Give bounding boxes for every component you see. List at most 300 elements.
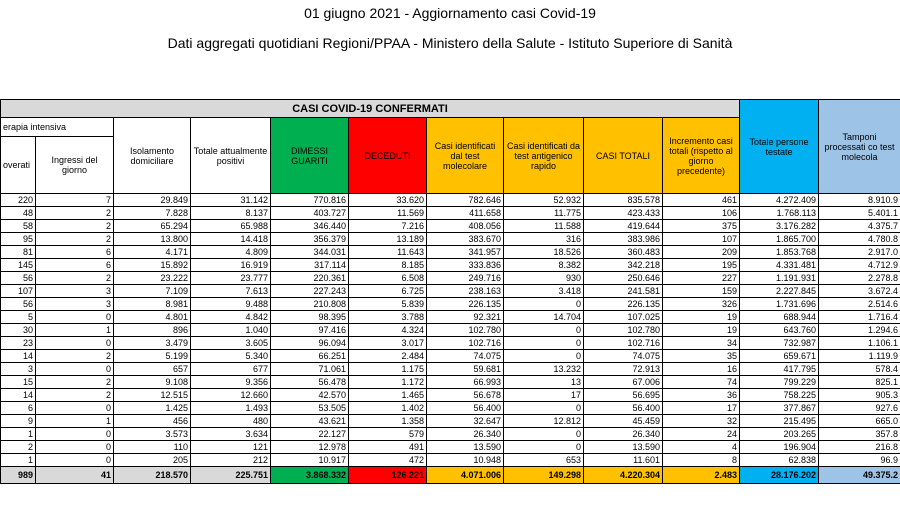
cell-dimessi-guariti: 71.061 bbox=[271, 363, 349, 376]
cell-dimessi-guariti: 770.816 bbox=[271, 194, 349, 207]
cell-incremento: 34 bbox=[663, 337, 740, 350]
cell-casi-molecolare: 59.681 bbox=[427, 363, 504, 376]
cell-isolamento: 7.109 bbox=[114, 285, 191, 298]
cell-dimessi-guariti: 317.114 bbox=[271, 259, 349, 272]
cell-casi-antigenico: 11.775 bbox=[504, 207, 584, 220]
cell-dimessi-guariti: 10.917 bbox=[271, 454, 349, 467]
cell-deceduti: 8.185 bbox=[349, 259, 427, 272]
table-row bbox=[1, 220, 900, 233]
cell-isolamento: 3.573 bbox=[114, 428, 191, 441]
cell-casi-totali: 56.695 bbox=[584, 389, 663, 402]
total-incremento: 2.483 bbox=[663, 467, 740, 484]
cell-totale-testate: 643.760 bbox=[740, 324, 819, 337]
cell-ingressi: 0 bbox=[36, 454, 114, 467]
cell-dimessi-guariti: 227.243 bbox=[271, 285, 349, 298]
cell-deceduti: 11.643 bbox=[349, 246, 427, 259]
cell-tamponi: 8.910.9 bbox=[819, 194, 900, 207]
table-row bbox=[1, 363, 900, 376]
cell-totale-testate: 1.853.768 bbox=[740, 246, 819, 259]
cell-casi-molecolare: 782.646 bbox=[427, 194, 504, 207]
cell-totale-positivi: 16.919 bbox=[191, 259, 271, 272]
table-row bbox=[1, 207, 900, 220]
table-row bbox=[1, 337, 900, 350]
cell-dimessi-guariti: 97.416 bbox=[271, 324, 349, 337]
cell-casi-antigenico: 18.526 bbox=[504, 246, 584, 259]
cell-dimessi-guariti: 220.361 bbox=[271, 272, 349, 285]
header-ricoverati: overati bbox=[1, 137, 36, 194]
cell-ingressi: 2 bbox=[36, 389, 114, 402]
cell-casi-molecolare: 74.075 bbox=[427, 350, 504, 363]
cell-incremento: 107 bbox=[663, 233, 740, 246]
cell-deceduti: 6.508 bbox=[349, 272, 427, 285]
header-terapia-intensiva: erapia intensiva bbox=[1, 118, 114, 137]
cell-casi-totali: 360.483 bbox=[584, 246, 663, 259]
cell-casi-antigenico: 8.382 bbox=[504, 259, 584, 272]
cell-casi-antigenico: 0 bbox=[504, 298, 584, 311]
cell-dimessi-guariti: 356.379 bbox=[271, 233, 349, 246]
cell-isolamento: 657 bbox=[114, 363, 191, 376]
cell-ricoverati: 30 bbox=[1, 324, 36, 337]
cell-totale-positivi: 12.660 bbox=[191, 389, 271, 402]
header-tamponi: Tamponi processati co test molecola bbox=[819, 100, 900, 194]
cell-dimessi-guariti: 66.251 bbox=[271, 350, 349, 363]
cell-ingressi: 6 bbox=[36, 259, 114, 272]
cell-incremento: 36 bbox=[663, 389, 740, 402]
cell-casi-molecolare: 249.716 bbox=[427, 272, 504, 285]
cell-totale-positivi: 212 bbox=[191, 454, 271, 467]
cell-deceduti: 3.788 bbox=[349, 311, 427, 324]
cell-incremento: 24 bbox=[663, 428, 740, 441]
cell-dimessi-guariti: 56.478 bbox=[271, 376, 349, 389]
cell-ricoverati: 2 bbox=[1, 441, 36, 454]
cell-tamponi: 1.294.6 bbox=[819, 324, 900, 337]
table-row bbox=[1, 298, 900, 311]
cell-tamponi: 4.375.7 bbox=[819, 220, 900, 233]
header-isolamento: Isolamento domiciliare bbox=[114, 118, 191, 194]
cell-ricoverati: 81 bbox=[1, 246, 36, 259]
cell-ingressi: 3 bbox=[36, 298, 114, 311]
cell-deceduti: 1.465 bbox=[349, 389, 427, 402]
cell-totale-testate: 799.229 bbox=[740, 376, 819, 389]
total-isolamento: 218.570 bbox=[114, 467, 191, 484]
cell-casi-antigenico: 930 bbox=[504, 272, 584, 285]
cell-isolamento: 15.892 bbox=[114, 259, 191, 272]
cell-totale-positivi: 480 bbox=[191, 415, 271, 428]
header-dimessi-guariti: DIMESSI GUARITI bbox=[271, 118, 349, 194]
cell-casi-totali: 72.913 bbox=[584, 363, 663, 376]
cell-tamponi: 825.1 bbox=[819, 376, 900, 389]
cell-casi-antigenico: 653 bbox=[504, 454, 584, 467]
cell-totale-testate: 4.272.409 bbox=[740, 194, 819, 207]
header-casi-molecolare: Casi identificati dal test molecolare bbox=[427, 118, 504, 194]
cell-casi-molecolare: 32.647 bbox=[427, 415, 504, 428]
cell-casi-totali: 419.644 bbox=[584, 220, 663, 233]
cell-totale-positivi: 4.842 bbox=[191, 311, 271, 324]
cell-incremento: 159 bbox=[663, 285, 740, 298]
cell-ingressi: 0 bbox=[36, 337, 114, 350]
cell-deceduti: 7.216 bbox=[349, 220, 427, 233]
cell-casi-antigenico: 14.704 bbox=[504, 311, 584, 324]
cell-isolamento: 3.479 bbox=[114, 337, 191, 350]
cell-incremento: 8 bbox=[663, 454, 740, 467]
cell-casi-antigenico: 13 bbox=[504, 376, 584, 389]
cell-deceduti: 472 bbox=[349, 454, 427, 467]
cell-dimessi-guariti: 98.395 bbox=[271, 311, 349, 324]
cell-totale-testate: 1.865.700 bbox=[740, 233, 819, 246]
cell-casi-molecolare: 411.658 bbox=[427, 207, 504, 220]
cell-casi-antigenico: 11.588 bbox=[504, 220, 584, 233]
cell-deceduti: 1.172 bbox=[349, 376, 427, 389]
cell-ricoverati: 3 bbox=[1, 363, 36, 376]
cell-deceduti: 491 bbox=[349, 441, 427, 454]
cell-totale-positivi: 14.418 bbox=[191, 233, 271, 246]
cell-ricoverati: 107 bbox=[1, 285, 36, 298]
cell-totale-testate: 196.904 bbox=[740, 441, 819, 454]
header-casi-antigenico: Casi identificati da test antigenico rapido bbox=[504, 118, 584, 194]
cell-casi-antigenico: 17 bbox=[504, 389, 584, 402]
cell-incremento: 326 bbox=[663, 298, 740, 311]
cell-deceduti: 579 bbox=[349, 428, 427, 441]
cell-incremento: 74 bbox=[663, 376, 740, 389]
cell-casi-totali: 226.135 bbox=[584, 298, 663, 311]
table-row bbox=[1, 233, 900, 246]
cell-casi-totali: 13.590 bbox=[584, 441, 663, 454]
cell-casi-molecolare: 341.957 bbox=[427, 246, 504, 259]
cell-isolamento: 8.981 bbox=[114, 298, 191, 311]
page-title: 01 giugno 2021 - Aggiornamento casi Covid-19 bbox=[304, 5, 596, 21]
cell-tamponi: 4.712.9 bbox=[819, 259, 900, 272]
cell-casi-totali: 67.006 bbox=[584, 376, 663, 389]
cell-casi-totali: 74.075 bbox=[584, 350, 663, 363]
cell-isolamento: 896 bbox=[114, 324, 191, 337]
cell-casi-totali: 26.340 bbox=[584, 428, 663, 441]
table-row bbox=[1, 428, 900, 441]
cell-tamponi: 5.401.1 bbox=[819, 207, 900, 220]
cell-ingressi: 2 bbox=[36, 220, 114, 233]
cell-totale-positivi: 121 bbox=[191, 441, 271, 454]
cell-deceduti: 4.324 bbox=[349, 324, 427, 337]
cell-totale-positivi: 1.493 bbox=[191, 402, 271, 415]
table-row bbox=[1, 376, 900, 389]
cell-ingressi: 0 bbox=[36, 428, 114, 441]
table-row bbox=[1, 259, 900, 272]
cell-deceduti: 5.839 bbox=[349, 298, 427, 311]
cell-isolamento: 110 bbox=[114, 441, 191, 454]
cell-casi-totali: 423.433 bbox=[584, 207, 663, 220]
cell-dimessi-guariti: 43.621 bbox=[271, 415, 349, 428]
cell-incremento: 19 bbox=[663, 324, 740, 337]
cell-totale-positivi: 3.605 bbox=[191, 337, 271, 350]
cell-isolamento: 23.222 bbox=[114, 272, 191, 285]
cell-incremento: 17 bbox=[663, 402, 740, 415]
cell-totale-testate: 215.495 bbox=[740, 415, 819, 428]
cell-tamponi: 578.4 bbox=[819, 363, 900, 376]
cell-incremento: 4 bbox=[663, 441, 740, 454]
cell-casi-molecolare: 333.836 bbox=[427, 259, 504, 272]
total-deceduti: 126.221 bbox=[349, 467, 427, 484]
cell-ricoverati: 6 bbox=[1, 402, 36, 415]
cell-totale-testate: 417.795 bbox=[740, 363, 819, 376]
header-totale-positivi: Totale attualmente positivi bbox=[191, 118, 271, 194]
cell-totale-testate: 4.331.481 bbox=[740, 259, 819, 272]
cell-ricoverati: 9 bbox=[1, 415, 36, 428]
cell-incremento: 19 bbox=[663, 311, 740, 324]
cell-totale-positivi: 9.356 bbox=[191, 376, 271, 389]
cell-casi-molecolare: 408.056 bbox=[427, 220, 504, 233]
cell-deceduti: 3.017 bbox=[349, 337, 427, 350]
cell-casi-antigenico: 0 bbox=[504, 402, 584, 415]
cell-totale-testate: 1.731.696 bbox=[740, 298, 819, 311]
table-row bbox=[1, 311, 900, 324]
cell-totale-positivi: 3.634 bbox=[191, 428, 271, 441]
header-ingressi: Ingressi del giorno bbox=[36, 137, 114, 194]
total-casi-totali: 4.220.304 bbox=[584, 467, 663, 484]
cell-ingressi: 2 bbox=[36, 350, 114, 363]
cell-casi-antigenico: 52.932 bbox=[504, 194, 584, 207]
cell-tamponi: 2.917.0 bbox=[819, 246, 900, 259]
cell-tamponi: 4.780.8 bbox=[819, 233, 900, 246]
cell-ricoverati: 58 bbox=[1, 220, 36, 233]
table-row bbox=[1, 285, 900, 298]
totals-row bbox=[1, 467, 900, 484]
cell-totale-positivi: 4.809 bbox=[191, 246, 271, 259]
cell-deceduti: 11.569 bbox=[349, 207, 427, 220]
cell-totale-positivi: 31.142 bbox=[191, 194, 271, 207]
cell-ingressi: 1 bbox=[36, 324, 114, 337]
cell-tamponi: 665.0 bbox=[819, 415, 900, 428]
cell-incremento: 227 bbox=[663, 272, 740, 285]
cell-deceduti: 2.484 bbox=[349, 350, 427, 363]
cell-isolamento: 205 bbox=[114, 454, 191, 467]
cell-isolamento: 29.849 bbox=[114, 194, 191, 207]
cell-isolamento: 12.515 bbox=[114, 389, 191, 402]
cell-isolamento: 9.108 bbox=[114, 376, 191, 389]
table-row bbox=[1, 389, 900, 402]
cell-totale-testate: 688.944 bbox=[740, 311, 819, 324]
page-subtitle: Dati aggregati quotidiani Regioni/PPAA - Ministero della Salute - Istituto Superiore di Sanità bbox=[167, 35, 733, 51]
cell-tamponi: 216.8 bbox=[819, 441, 900, 454]
total-dimessi-guariti: 3.868.332 bbox=[271, 467, 349, 484]
cell-dimessi-guariti: 12.978 bbox=[271, 441, 349, 454]
cell-isolamento: 5.199 bbox=[114, 350, 191, 363]
cell-ingressi: 2 bbox=[36, 272, 114, 285]
header-casi-totali: CASI TOTALI bbox=[584, 118, 663, 194]
cell-totale-testate: 377.867 bbox=[740, 402, 819, 415]
cell-casi-antigenico: 0 bbox=[504, 337, 584, 350]
header-deceduti: DECEDUTI bbox=[349, 118, 427, 194]
cell-ricoverati: 145 bbox=[1, 259, 36, 272]
cell-ricoverati: 23 bbox=[1, 337, 36, 350]
cell-tamponi: 2.278.8 bbox=[819, 272, 900, 285]
cell-totale-positivi: 5.340 bbox=[191, 350, 271, 363]
cell-tamponi: 357.8 bbox=[819, 428, 900, 441]
cell-isolamento: 4.171 bbox=[114, 246, 191, 259]
cell-incremento: 106 bbox=[663, 207, 740, 220]
total-totale-testate: 28.176.202 bbox=[740, 467, 819, 484]
cell-totale-positivi: 8.137 bbox=[191, 207, 271, 220]
table-row bbox=[1, 246, 900, 259]
total-casi-antigenico: 149.298 bbox=[504, 467, 584, 484]
cell-dimessi-guariti: 53.505 bbox=[271, 402, 349, 415]
cell-ricoverati: 1 bbox=[1, 428, 36, 441]
cell-ingressi: 2 bbox=[36, 376, 114, 389]
cell-ricoverati: 56 bbox=[1, 272, 36, 285]
cell-ricoverati: 95 bbox=[1, 233, 36, 246]
cell-ricoverati: 15 bbox=[1, 376, 36, 389]
cell-dimessi-guariti: 346.440 bbox=[271, 220, 349, 233]
cell-incremento: 375 bbox=[663, 220, 740, 233]
cell-ingressi: 6 bbox=[36, 246, 114, 259]
cell-deceduti: 33.620 bbox=[349, 194, 427, 207]
cell-tamponi: 1.716.4 bbox=[819, 311, 900, 324]
cell-dimessi-guariti: 96.094 bbox=[271, 337, 349, 350]
total-casi-molecolare: 4.071.006 bbox=[427, 467, 504, 484]
cell-totale-testate: 1.191.931 bbox=[740, 272, 819, 285]
cell-ricoverati: 5 bbox=[1, 311, 36, 324]
total-totale-positivi: 225.751 bbox=[191, 467, 271, 484]
cell-dimessi-guariti: 42.570 bbox=[271, 389, 349, 402]
cell-casi-totali: 107.025 bbox=[584, 311, 663, 324]
cell-casi-antigenico: 0 bbox=[504, 428, 584, 441]
cell-casi-antigenico: 13.232 bbox=[504, 363, 584, 376]
cell-totale-testate: 659.671 bbox=[740, 350, 819, 363]
cell-casi-antigenico: 3.418 bbox=[504, 285, 584, 298]
cell-ricoverati: 14 bbox=[1, 350, 36, 363]
cell-totale-positivi: 9.488 bbox=[191, 298, 271, 311]
cell-ingressi: 2 bbox=[36, 233, 114, 246]
cell-casi-totali: 342.218 bbox=[584, 259, 663, 272]
cell-casi-molecolare: 226.135 bbox=[427, 298, 504, 311]
cell-deceduti: 1.402 bbox=[349, 402, 427, 415]
cell-ricoverati: 14 bbox=[1, 389, 36, 402]
cell-casi-antigenico: 12.812 bbox=[504, 415, 584, 428]
cell-ingressi: 0 bbox=[36, 363, 114, 376]
cell-isolamento: 4.801 bbox=[114, 311, 191, 324]
cell-dimessi-guariti: 344.031 bbox=[271, 246, 349, 259]
cell-isolamento: 13.800 bbox=[114, 233, 191, 246]
cell-incremento: 35 bbox=[663, 350, 740, 363]
cell-tamponi: 927.6 bbox=[819, 402, 900, 415]
cell-tamponi: 1.106.1 bbox=[819, 337, 900, 350]
table-row bbox=[1, 415, 900, 428]
cell-deceduti: 1.175 bbox=[349, 363, 427, 376]
cell-tamponi: 1.119.9 bbox=[819, 350, 900, 363]
table-row bbox=[1, 402, 900, 415]
cell-casi-molecolare: 92.321 bbox=[427, 311, 504, 324]
cell-casi-molecolare: 66.993 bbox=[427, 376, 504, 389]
cell-ingressi: 0 bbox=[36, 311, 114, 324]
cell-tamponi: 3.672.4 bbox=[819, 285, 900, 298]
cell-dimessi-guariti: 210.808 bbox=[271, 298, 349, 311]
cell-totale-positivi: 65.988 bbox=[191, 220, 271, 233]
total-ingressi: 41 bbox=[36, 467, 114, 484]
cell-incremento: 16 bbox=[663, 363, 740, 376]
cell-ingressi: 3 bbox=[36, 285, 114, 298]
cell-ingressi: 0 bbox=[36, 402, 114, 415]
cell-ingressi: 7 bbox=[36, 194, 114, 207]
cell-incremento: 32 bbox=[663, 415, 740, 428]
cell-ingressi: 2 bbox=[36, 207, 114, 220]
cell-casi-molecolare: 102.716 bbox=[427, 337, 504, 350]
section-header: CASI COVID-19 CONFERMATI bbox=[1, 100, 740, 118]
cell-casi-molecolare: 238.163 bbox=[427, 285, 504, 298]
cell-dimessi-guariti: 403.727 bbox=[271, 207, 349, 220]
cell-isolamento: 456 bbox=[114, 415, 191, 428]
cell-casi-totali: 102.716 bbox=[584, 337, 663, 350]
cell-isolamento: 1.425 bbox=[114, 402, 191, 415]
cell-totale-testate: 732.987 bbox=[740, 337, 819, 350]
cell-ricoverati: 1 bbox=[1, 454, 36, 467]
cell-casi-molecolare: 383.670 bbox=[427, 233, 504, 246]
cell-isolamento: 65.294 bbox=[114, 220, 191, 233]
table-row bbox=[1, 272, 900, 285]
cell-tamponi: 96.9 bbox=[819, 454, 900, 467]
header-totale-testate: Totale persone testate bbox=[740, 100, 819, 194]
table-row bbox=[1, 324, 900, 337]
cell-casi-totali: 250.646 bbox=[584, 272, 663, 285]
cell-casi-antigenico: 0 bbox=[504, 441, 584, 454]
cell-casi-molecolare: 56.678 bbox=[427, 389, 504, 402]
cell-casi-antigenico: 316 bbox=[504, 233, 584, 246]
cell-casi-molecolare: 13.590 bbox=[427, 441, 504, 454]
cell-totale-testate: 3.176.282 bbox=[740, 220, 819, 233]
cell-casi-totali: 102.780 bbox=[584, 324, 663, 337]
cell-casi-molecolare: 10.948 bbox=[427, 454, 504, 467]
cell-incremento: 461 bbox=[663, 194, 740, 207]
cell-ricoverati: 48 bbox=[1, 207, 36, 220]
cell-totale-testate: 1.768.113 bbox=[740, 207, 819, 220]
cell-casi-totali: 45.459 bbox=[584, 415, 663, 428]
table-row bbox=[1, 441, 900, 454]
table-row bbox=[1, 454, 900, 467]
cell-totale-positivi: 23.777 bbox=[191, 272, 271, 285]
cell-ricoverati: 56 bbox=[1, 298, 36, 311]
cell-deceduti: 1.358 bbox=[349, 415, 427, 428]
cell-totale-testate: 203.265 bbox=[740, 428, 819, 441]
cell-totale-positivi: 1.040 bbox=[191, 324, 271, 337]
cell-totale-positivi: 7.613 bbox=[191, 285, 271, 298]
cell-deceduti: 6.725 bbox=[349, 285, 427, 298]
table-row bbox=[1, 350, 900, 363]
table-row bbox=[1, 194, 900, 207]
cell-ricoverati: 220 bbox=[1, 194, 36, 207]
total-tamponi: 49.375.2 bbox=[819, 467, 900, 484]
cell-casi-molecolare: 102.780 bbox=[427, 324, 504, 337]
cell-casi-molecolare: 56.400 bbox=[427, 402, 504, 415]
header-incremento: Incremento casi totali (rispetto al giorno precedente) bbox=[663, 118, 740, 194]
cell-ingressi: 1 bbox=[36, 415, 114, 428]
cell-dimessi-guariti: 22.127 bbox=[271, 428, 349, 441]
cell-casi-totali: 11.601 bbox=[584, 454, 663, 467]
cell-incremento: 209 bbox=[663, 246, 740, 259]
cell-totale-testate: 2.227.845 bbox=[740, 285, 819, 298]
total-ricoverati: 989 bbox=[1, 467, 36, 484]
covid-data-table bbox=[0, 99, 900, 484]
cell-totale-positivi: 677 bbox=[191, 363, 271, 376]
cell-deceduti: 13.189 bbox=[349, 233, 427, 246]
cell-casi-antigenico: 0 bbox=[504, 324, 584, 337]
cell-casi-totali: 241.581 bbox=[584, 285, 663, 298]
cell-tamponi: 905.3 bbox=[819, 389, 900, 402]
cell-casi-totali: 383.986 bbox=[584, 233, 663, 246]
cell-casi-antigenico: 0 bbox=[504, 350, 584, 363]
cell-casi-totali: 835.578 bbox=[584, 194, 663, 207]
cell-incremento: 195 bbox=[663, 259, 740, 272]
cell-tamponi: 2.514.6 bbox=[819, 298, 900, 311]
cell-totale-testate: 758.225 bbox=[740, 389, 819, 402]
cell-ingressi: 0 bbox=[36, 441, 114, 454]
cell-totale-testate: 62.838 bbox=[740, 454, 819, 467]
